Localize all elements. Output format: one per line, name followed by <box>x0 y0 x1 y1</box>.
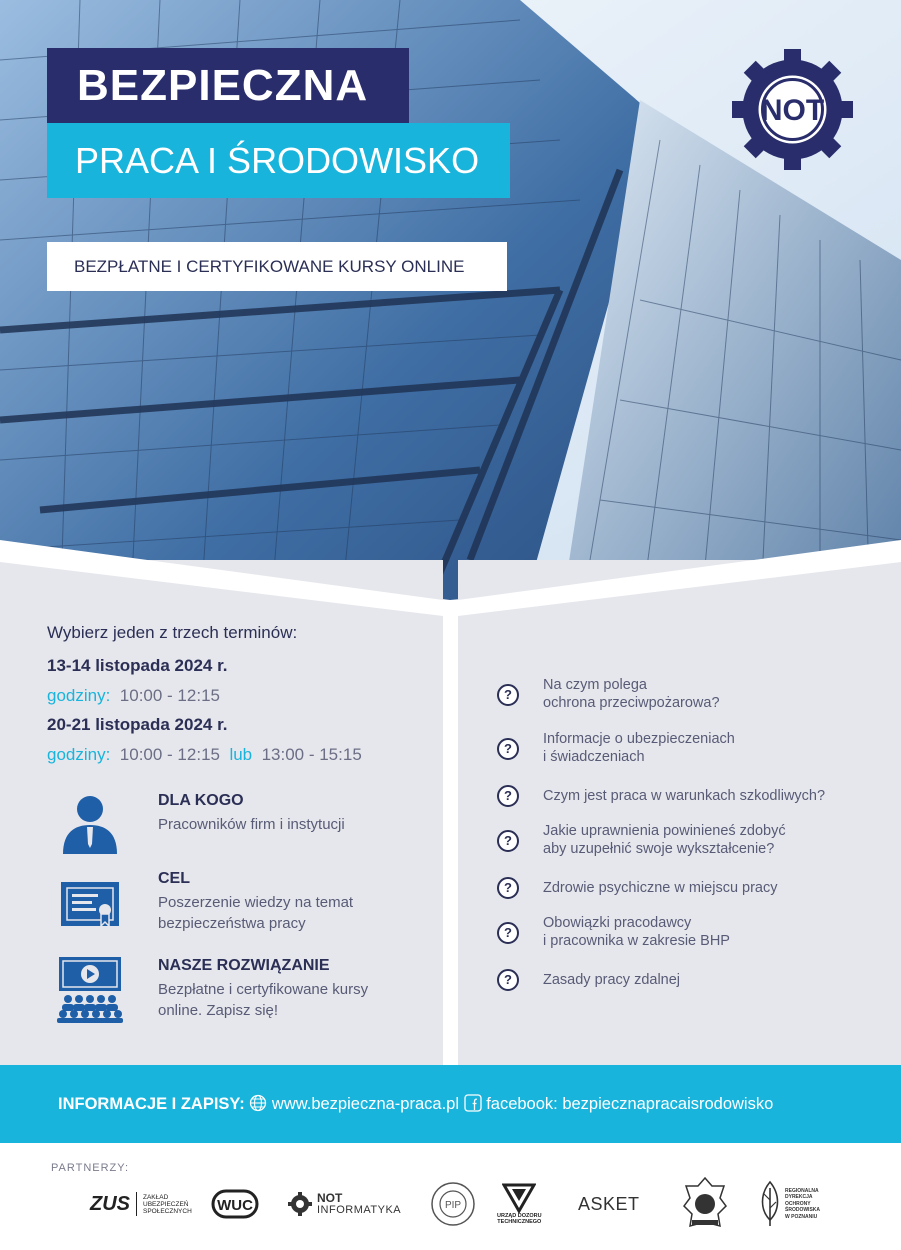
partner-logo-zus <box>90 1178 192 1230</box>
feature-cel <box>57 870 437 940</box>
info-label: INFORMACJE I ZAPISY: <box>58 1095 245 1113</box>
website-link[interactable]: www.bezpieczna-praca.pl <box>271 1095 459 1113</box>
pip-logo <box>430 1181 476 1227</box>
asket-logo-text: ASKET <box>578 1193 640 1214</box>
question-mark-icon: ? <box>497 922 519 944</box>
question-text: Informacje o ubezpieczeniach i świadczeniach <box>543 731 735 765</box>
udt-logo <box>502 1183 536 1213</box>
svg-text:WUC: WUC <box>217 1197 253 1214</box>
subtitle-banner: BEZPŁATNE I CERTYFIKOWANE KURSY ONLINE <box>47 242 507 291</box>
hours-value: 10:00 - 12:15 <box>119 686 220 705</box>
not-logo <box>730 47 855 172</box>
online-course-icon <box>57 957 123 1023</box>
wuc-logo <box>211 1187 259 1221</box>
udt-logo-text: URZĄD DOZORU TECHNICZNEGO <box>497 1213 542 1225</box>
not-informatyka-line2: INFORMATYKA <box>317 1204 402 1216</box>
rdos-logo-text: REGIONALNA DYREKCJA OCHRONY ŚRODOWISKA W POZNANIU <box>785 1187 820 1220</box>
title-line-1: BEZPIECZNA <box>47 48 409 123</box>
right-panel <box>458 560 901 1065</box>
partner-logo-not-informatyka <box>288 1178 401 1230</box>
facebook-icon <box>464 1094 482 1112</box>
date-2: 20-21 listopada 2024 r. <box>47 715 228 734</box>
not-informatyka-line1: NOT <box>317 1191 343 1205</box>
facebook-link[interactable]: facebook: bezpiecznapracaisrodowisko <box>486 1095 774 1113</box>
hours-value: 10:00 - 12:15 <box>119 745 220 764</box>
zus-logo-text: ZUS <box>90 1192 130 1215</box>
partner-logo-rdos <box>758 1178 820 1230</box>
feature-text: Poszerzenie wiedzy na temat bezpieczeństwa pracy <box>158 894 354 932</box>
feature-title: NASZE ROZWIĄZANIE <box>158 957 330 974</box>
partners-label: PARTNERZY: <box>51 1162 130 1174</box>
question-mark-icon: ? <box>497 877 519 899</box>
gear-icon <box>288 1192 312 1216</box>
person-icon <box>57 792 123 858</box>
question-text: Na czym polega ochrona przeciwpożarowa? <box>543 677 720 711</box>
date-2-hours <box>47 745 362 765</box>
question-mark-icon: ? <box>497 830 519 852</box>
question-mark-icon: ? <box>497 969 519 991</box>
feature-text: Bezpłatne i certyfikowane kursy online. Zapisz się! <box>158 981 369 1019</box>
date-1-hours <box>47 686 220 706</box>
partner-logo-udt <box>497 1178 542 1230</box>
question-text: Zdrowie psychiczne w miejscu pracy <box>543 880 778 896</box>
title-line-2: PRACA I ŚRODOWISKO <box>47 123 510 198</box>
feature-title: CEL <box>158 870 190 887</box>
svg-text:PIP: PIP <box>444 1200 462 1211</box>
question-text: Czym jest praca w warunkach szkodliwych? <box>543 788 826 804</box>
zus-logo-subtext: ZAKŁAD UBEZPIECZEŃ SPOŁECZNYCH <box>143 1193 192 1215</box>
partner-logo-pip <box>430 1178 476 1230</box>
feature-dla-kogo <box>57 792 437 862</box>
question-mark-icon: ? <box>497 738 519 760</box>
schedule-intro: Wybierz jeden z trzech terminów: <box>47 623 298 642</box>
hours-value: 13:00 - 15:15 <box>261 745 362 764</box>
question-text: Obowiązki pracodawcy i pracownika w zakresie BHP <box>543 915 730 949</box>
question-text: Jakie uprawnienia powinieneś zdobyć aby uzupełnić swoje wykształcenie? <box>543 823 786 857</box>
hours-label: godziny: <box>47 745 111 764</box>
partner-logo-fire-brigade <box>682 1178 728 1230</box>
feature-title: DLA KOGO <box>158 792 244 809</box>
info-line <box>58 1094 773 1114</box>
feature-nasze-rozwiazanie <box>57 957 437 1027</box>
question-mark-icon: ? <box>497 684 519 706</box>
question-mark-icon: ? <box>497 785 519 807</box>
or-label: lub <box>229 745 253 764</box>
certificate-icon <box>57 870 123 936</box>
leaf-icon <box>758 1180 782 1228</box>
feature-text: Pracowników firm i instytucji <box>158 816 345 833</box>
fire-brigade-emblem-icon <box>682 1176 728 1232</box>
hours-label: godziny: <box>47 686 111 705</box>
not-logo-text: NOT <box>760 94 825 127</box>
partner-logo-wuc <box>211 1178 259 1230</box>
globe-icon <box>249 1094 267 1112</box>
partner-logo-asket <box>578 1178 640 1230</box>
panel-divider-shape <box>0 540 901 620</box>
question-text: Zasady pracy zdalnej <box>543 972 681 988</box>
date-1: 13-14 listopada 2024 r. <box>47 656 228 675</box>
